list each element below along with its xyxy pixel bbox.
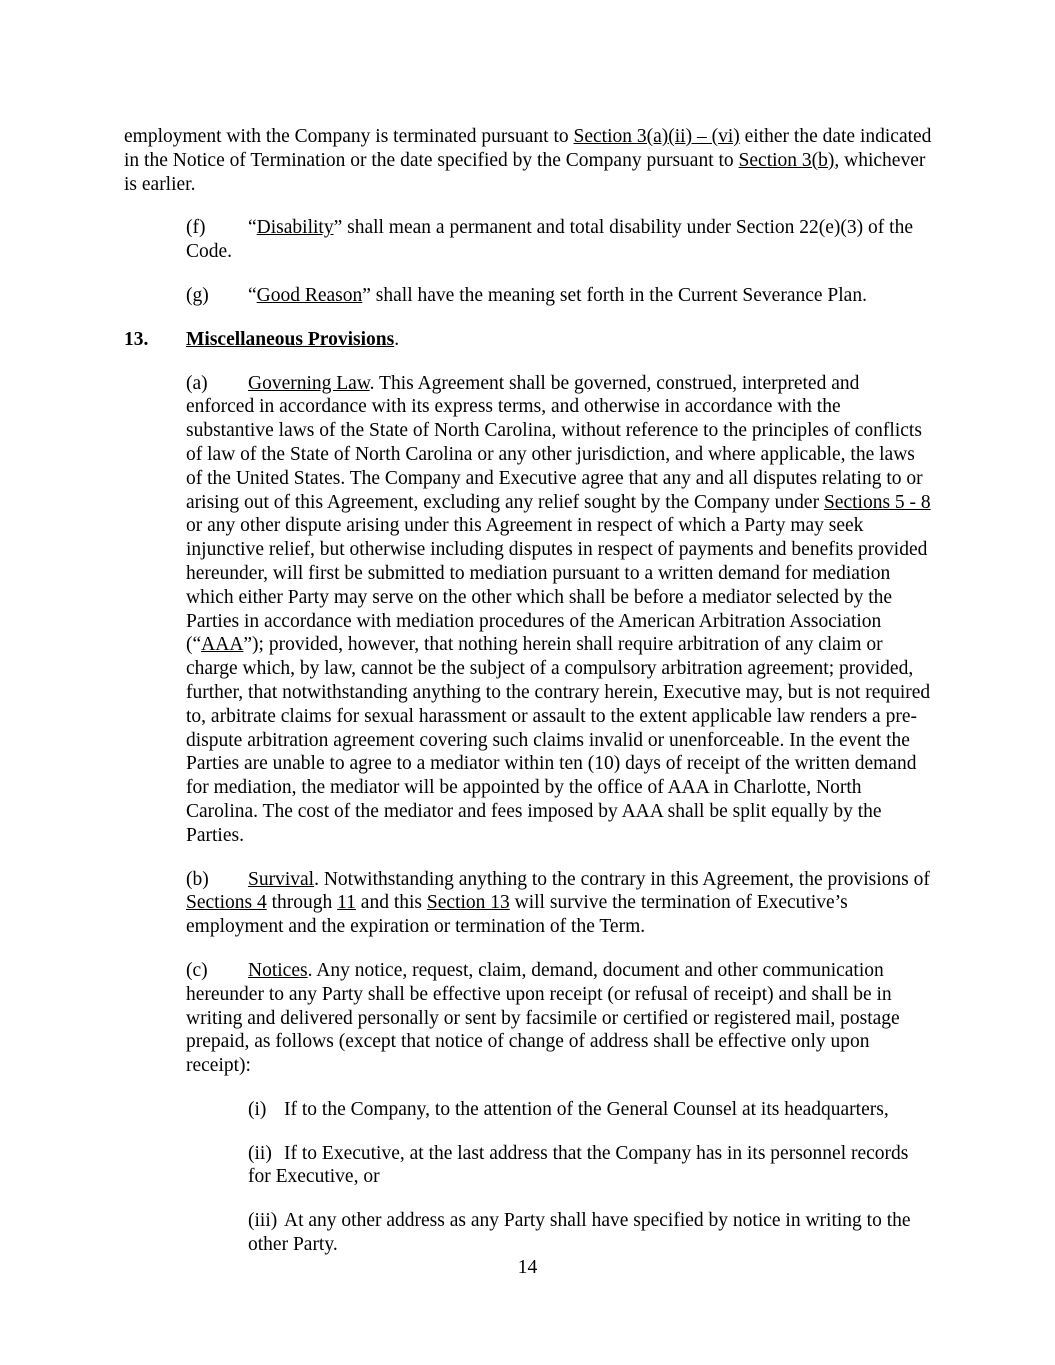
section-title: Miscellaneous Provisions	[186, 328, 395, 350]
definition-g: (g) “Good Reason” shall have the meaning set forth in the Current Severance Plan.	[186, 284, 867, 306]
clause-label: (b)	[186, 868, 209, 890]
notice-item-i: (i) If to the Company, to the attention of the General Counsel at its headquarters,	[248, 1098, 889, 1120]
section-reference: Section 3(b)	[738, 149, 835, 171]
defined-term: Good Reason	[256, 284, 363, 306]
section-number: 13.	[124, 328, 149, 350]
section-reference: Sections 4	[186, 892, 267, 914]
clause-label: (a)	[186, 372, 208, 394]
notice-item-ii: (ii) If to Executive, at the last address that the Company has in its personnel records for Executive, or	[248, 1142, 909, 1188]
governing-law-paragraph: (a) Governing Law. This Agreement shall be governed, construed, interpreted and enforced in accordance with its express terms, and otherwise in accordance with the substantive laws of the State of North Carolina, without reference to the principles of conflicts of law of the State of North Carolina or any other jurisdiction, and where applicable, the laws of the United States. The Company and Executive agree that any and all disputes relating to or arising out of this Agreement, excluding any relief sought by the Company under Sections 5 - 8 or any other dispute arising under this Agreement in respect of which a Party may seek injunctive relief, but otherwise including disputes in respect of payments and benefits provided hereunder, will first be submitted to mediation pursuant to a written demand for mediation which either Party may serve on the other which shall be before a mediator selected by the Parties in accordance with mediation procedures of the American Arbitration Association (“AAA”); provided, however, that nothing herein shall require arbitration of any claim or charge which, by law, cannot be the subject of a compulsory arbitration agreement; provided, further, that notwithstanding anything to the contrary herein, Executive may, but is not required to, arbitrate claims for sexual harassment or assault to the extent applicable law renders a pre-dispute arbitration agreement covering such claims invalid or unenforceable. In the event the Parties are unable to agree to a mediator within ten (10) days of receipt of the written demand for mediation, the mediator will be appointed by the office of AAA in Charlotte, North Carolina. The cost of the mediator and fees imposed by AAA shall be split equally by the Parties.	[186, 372, 931, 846]
section-reference: Section 13	[426, 892, 510, 914]
notices-paragraph: (c) Notices. Any notice, request, claim, demand, document and other communication hereunder to any Party shall be effective upon receipt (or refusal of receipt) and shall be in writing and delivered personally or sent by facsimile or certified or registered mail, postage prepaid, as follows (except that notice of change of address shall be effective only upon receipt):	[186, 959, 900, 1077]
clause-label: (f)	[186, 217, 206, 239]
clause-heading: Governing Law	[248, 372, 370, 394]
defined-term: Disability	[256, 217, 334, 239]
section-reference: Section 3(a)(ii) – (vi)	[573, 126, 740, 147]
section-13-heading: 13. Miscellaneous Provisions.	[124, 328, 400, 350]
document-body	[124, 125, 932, 1257]
defined-term: AAA	[201, 634, 244, 656]
intro-paragraph: employment with the Company is terminated pursuant to Section 3(a)(ii) – (vi) either the date indicated in the Notice of Termination or the date specified by the Company pursuant to Section 3(b), whichever is earlier.	[124, 126, 932, 195]
page-number: 14	[517, 1257, 538, 1278]
item-label: (iii)	[248, 1210, 278, 1232]
section-reference: Sections 5 - 8	[823, 491, 931, 513]
clause-heading: Notices	[248, 959, 308, 981]
notice-item-iii: (iii) At any other address as any Party shall have specified by notice in writing to the other Party.	[248, 1210, 911, 1256]
section-reference: 11	[337, 892, 356, 914]
clause-heading: Survival	[248, 868, 315, 890]
definition-f: (f) “Disability” shall mean a permanent and total disability under Section 22(e)(3) of the Code.	[186, 217, 913, 263]
item-label: (i)	[248, 1098, 267, 1120]
item-label: (ii)	[248, 1142, 272, 1164]
clause-label: (g)	[186, 284, 209, 306]
survival-paragraph: (b) Survival. Notwithstanding anything to the contrary in this Agreement, the provisions of Sections 4 through 11 and this Section 13 will survive the termination of Executive’s employment and the expiration or termination of the Term.	[186, 868, 930, 938]
clause-label: (c)	[186, 959, 208, 981]
